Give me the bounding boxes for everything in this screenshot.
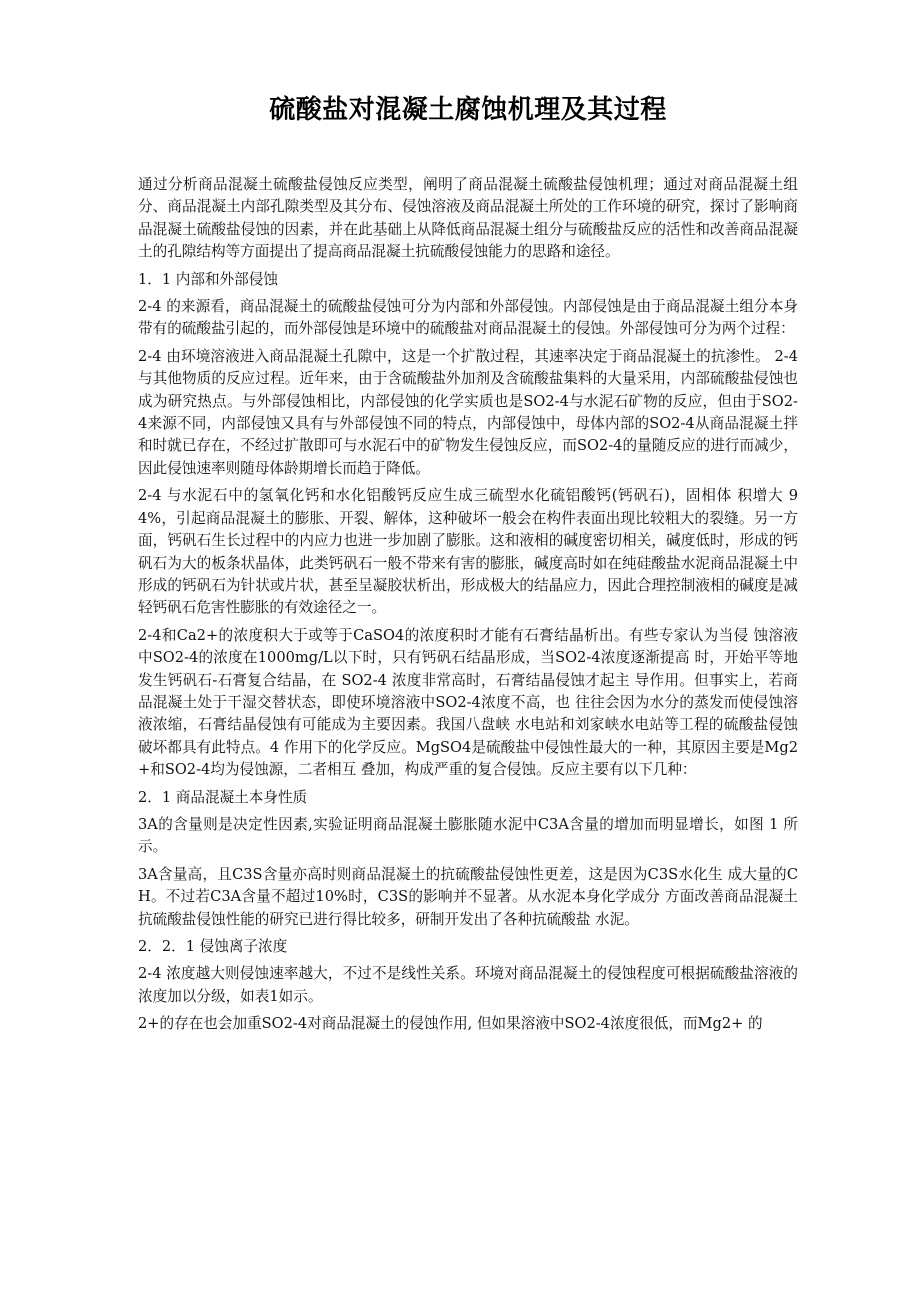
- paragraph-diffusion: 2-4 由环境溶液进入商品混凝土孔隙中，这是一个扩散过程，其速率决定于商品混凝土的抗渗性。 2-4 与其他物质的反应过程。近年来，由于含硫酸盐外加剂及含硫酸盐集料的大量采用，内部硫酸盐侵蚀也成为研究热点。与外部侵蚀相比，内部侵蚀的化学实质也是SO2-4与水泥石矿物的反应，但由于SO2-4来源不同，内部侵蚀又具有与外部侵蚀不同的特点，内部侵蚀中，母体内部的SO2-4从商品混凝土拌和时就已存在，不经过扩散即可与水泥石中的矿物发生侵蚀反应，而SO2-4的量随反应的进行而减少，因此侵蚀速率则随母体龄期增长而趋于降低。: [138, 347, 798, 477]
- document-title: 硫酸盐对混凝土腐蚀机理及其过程: [269, 95, 667, 125]
- paragraph-magnesium: 2+的存在也会加重SO2-4对商品混凝土的侵蚀作用, 但如果溶液中SO2-4浓度很低，而Mg2+ 的: [138, 1015, 763, 1033]
- section-heading-ion-concentration: 2．2．1 侵蚀离子浓度: [138, 938, 288, 955]
- paragraph-gypsum: 2-4和Ca2+的浓度积大于或等于CaSO4的浓度积时才能有石膏结晶析出。有些专家认为当侵 蚀溶液中SO2-4的浓度在1000mg/L以下时，只有钙矾石结晶形成，当SO2-4浓度逐渐提高 时，开始平等地发生钙矾石-石膏复合结晶，在 SO2-4 浓度非常高时，石膏结晶侵蚀才起主 导作用。但事实上，若商品混凝土处于干湿交替状态，即使环境溶液中SO2-4浓度不高，也 往往会因为水分的蒸发而使侵蚀溶液浓缩，石膏结晶侵蚀有可能成为主要因素。我国八盘峡 水电站和刘家峡水电站等工程的硫酸盐侵蚀破坏都具有此特点。4 作用下的化学反应。MgSO4是硫酸盐中侵蚀性最大的一种，其原因主要是Mg2+和SO2-4均为侵蚀源，二者相互 叠加，构成严重的复合侵蚀。反应主要有以下几种：: [138, 626, 798, 779]
- section-heading-concrete-properties: 2．1 商品混凝土本身性质: [138, 788, 308, 806]
- paragraph-c3a: 3A的含量则是决定性因素,实验证明商品混凝土膨胀随水泥中C3A含量的增加而明显增长，如图 1 所示。: [138, 815, 798, 856]
- section-heading-internal-external: 1．1 内部和外部侵蚀: [138, 270, 278, 288]
- paragraph-ettringite: 2-4 与水泥石中的氢氧化钙和水化铝酸钙反应生成三硫型水化硫铝酸钙(钙矾石)，固相体 积增大 94%，引起商品混凝土的膨胀、开裂、解体，这种破坏一般会在构件表面出现比较粗大的裂缝。另一方面，钙矾石生长过程中的内应力也进一步加剧了膨胀。这和液相的碱度密切相关，碱度低时，形成的钙矾石为大的板条状晶体，此类钙矾石一般不带来有害的膨胀，碱度高时如在纯硅酸盐水泥商品混凝土中形成的钙矾石为针状或片状，甚至呈凝胶状析出，形成极大的结晶应力，因此合理控制液相的碱度是减轻钙矾石危害性膨胀的有效途径之一。: [138, 487, 798, 617]
- paragraph-source: 2-4 的来源看，商品混凝土的硫酸盐侵蚀可分为内部和外部侵蚀。内部侵蚀是由于商品混凝土组分本身带有的硫酸盐引起的，而外部侵蚀是环境中的硫酸盐对商品混凝土的侵蚀。外部侵蚀可分为两个过程：: [138, 298, 798, 338]
- paragraph-c3s: 3A含量高，且C3S含量亦高时则商品混凝土的抗硫酸盐侵蚀性更差，这是因为C3S水化生 成大量的CH。不过若C3A含量不超过10%时，C3S的影响并不显著。从水泥本身化学成分 方面改善商品混凝土抗硫酸盐侵蚀性能的研究已进行得比较多，研制开发出了各种抗硫酸盐 水泥。: [138, 865, 798, 928]
- paragraph-concentration: 2-4 浓度越大则侵蚀速率越大，不过不是线性关系。环境对商品混凝土的侵蚀程度可根据硫酸盐溶液的浓度加以分级，如表1如示。: [138, 965, 798, 1005]
- abstract-paragraph: 通过分析商品混凝土硫酸盐侵蚀反应类型，阐明了商品混凝土硫酸盐侵蚀机理；通过对商品混凝土组分、商品混凝土内部孔隙类型及其分布、侵蚀溶液及商品混凝土所处的工作环境的研究，探讨了影响商品混凝土硫酸盐侵蚀的因素，并在此基础上从降低商品混凝土组分与硫酸盐反应的活性和改善商品混凝土的孔隙结构等方面提出了提高商品混凝土抗硫酸侵蚀能力的思路和途径。: [138, 176, 798, 261]
